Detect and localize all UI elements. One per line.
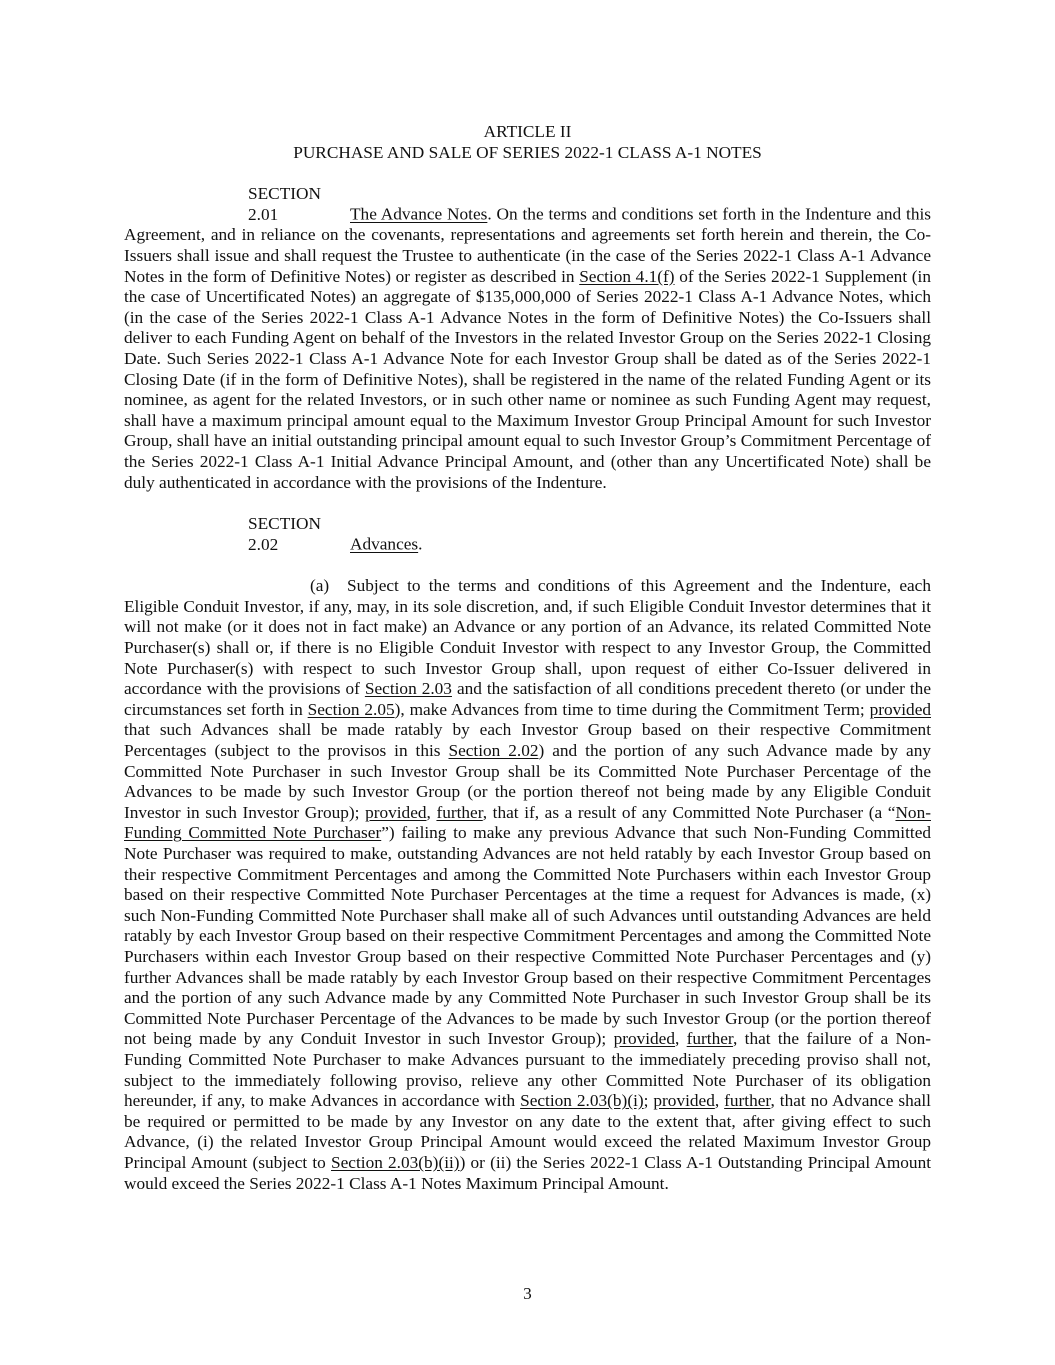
defined-term: further <box>436 802 483 822</box>
defined-term: further <box>686 1029 733 1049</box>
section-2-01-paragraph <box>124 184 931 493</box>
section-2-01-title: The Advance Notes <box>350 204 488 224</box>
defined-term: provided <box>613 1029 675 1049</box>
article-number: ARTICLE II <box>483 122 572 141</box>
defined-term: provided <box>365 802 427 822</box>
text-run: Subject to the terms and conditions of this Agreement and the Indenture, each Eligible Conduit Investor, if any, may, in its sole discretion, and, if such Eligible Conduit Investor determines that it will not make (or it does not in fact make) an Advance or any portion of an Advance, its related Committed Note Purchaser(s) shall or, if there is no Eligible Conduit Investor with respect to any Investor Group, the Committed Note Purchaser(s) with respect to such Investor Group shall, upon request of either Co-Issuer delivered in accordance with the provisions of <box>124 576 931 699</box>
text-run: , <box>675 1029 687 1049</box>
paragraph-a <box>124 576 931 1194</box>
text-run: , <box>426 802 437 822</box>
text-run: , that the failure of a Non-Funding Committed Note Purchaser to make Advances pursuant to the immediately preceding proviso shall not, subject to the immediately following proviso, relieve any other Committed Note Purchaser of its obligation hereunder, if any, to make Advances in accordance with <box>124 1029 931 1111</box>
section-2-02-label: SECTION 2.02 <box>248 514 321 554</box>
text-run: that such Advances shall be made ratably by each Investor Group based on their respective Commitment Percentages (subject to the provisos in this <box>124 720 931 761</box>
cross-reference: Section 2.03 <box>364 679 452 699</box>
cross-reference: Section 2.03(b)(ii) <box>331 1152 460 1172</box>
section-2-02-title-end: . <box>418 534 423 554</box>
spacer <box>124 493 931 514</box>
defined-term: provided <box>653 1091 715 1111</box>
defined-term: Non-Funding Committed Note Purchaser <box>124 802 931 843</box>
article-title: PURCHASE AND SALE OF SERIES 2022-1 CLASS A-1 NOTES <box>293 142 762 162</box>
text-run: , that no Advance shall be required or permitted to be made by any Investor on any date to the extent that, after giving effect to such Advance, (i) the related Investor Group Principal Amount would exceed the related Maximum Investor Group Principal Amount (subject to <box>124 1091 931 1172</box>
text-run: ) or (ii) the Series 2022-1 Class A-1 Outstanding Principal Amount would exceed the Series 2022-1 Class A-1 Notes Maximum Principal Amount. <box>124 1152 932 1193</box>
text-run: ) and the portion of any such Advance made by any Committed Note Purchaser in such Investor Group shall be its Committed Note Purchaser Percentage of the Advances to be made by such Investor Group (or the portion thereof not being made by any Eligible Conduit Investor in such Investor Group); <box>124 741 931 822</box>
text-run: ), make Advances from time to time during the Commitment Term; <box>394 699 870 719</box>
section-2-01-text-2: of the Series 2022-1 Supplement (in the case of Uncertificated Notes) an aggregate of $135,000,000 of Series 2022-1 Class A-1 Advance Notes, which (in the case of the Series 2022-1 Class A-1 Advance Notes in the form of Definitive Notes) the Co-Issuers shall deliver to each Funding Agent on behalf of the Investors in the related Investor Group on the Series 2022-1 Closing Date. Such Series 2022-1 Class A-1 Advance Note for each Investor Group shall be dated as of the Series 2022-1 Closing Date (if in the form of Definitive Notes), shall be registered in the name of the related Funding Agent or its nominee, as agent for the related Investors, or in such other name or nominee as such Funding Agent may request, shall have a maximum principal amount equal to the Maximum Investor Group Principal Amount for such Investor Group, shall have an initial outstanding principal amount equal to such Investor Group’s Commitment Percentage of the Series 2022-1 Class A-1 Initial Advance Principal Amount, and (other than any Uncertificated Note) shall be duly authenticated in accordance with the provisions of the Indenture. <box>124 266 931 492</box>
cross-reference: Section 2.03(b)(i) <box>520 1091 644 1111</box>
section-2-01-label: SECTION 2.01 <box>248 184 321 224</box>
section-2-01-text-1: . On the terms and conditions set forth in the Indenture and this Agreement, and in reliance on the covenants, representations and agreements set forth herein and therein, the Co-Issuers shall issue and shall request the Trustee to authenticate (in the case of the Series 2022-1 Class A-1 Advance Notes in the form of Definitive Notes) or register as described in <box>124 204 931 286</box>
text-run: ”) failing to make any previous Advance that such Non-Funding Committed Note Purchaser was required to make, outstanding Advances are not held ratably by each Investor Group based on their respective Commitment Percentages and among the Committed Note Purchasers within each Investor Group based on their respective Committed Note Purchaser Percentages at the time a request for Advances is made, (x) such Non-Funding Committed Note Purchaser shall make all of such Advances until outstanding Advances are held ratably by each Investor Group based on their respective Commitment Percentages and among the Committed Note Purchasers within each Investor Group based on their respective Committed Note Purchaser Percentages and (y) further Advances shall be made ratably by each Investor Group based on their respective Commitment Percentages and the portion of any such Advance made by any Committed Note Purchaser in such Investor Group shall be its Committed Note Purchaser Percentage of the Advances to be made by such Investor Group (or the portion thereof not being made by any Conduit Investor in such Investor Group); <box>124 823 932 1049</box>
text-run: , that if, as a result of any Committed Note Purchaser (a “ <box>482 802 896 822</box>
paragraph-a-marker: (a) <box>310 576 330 596</box>
cross-reference: Section 2.05 <box>307 699 395 719</box>
defined-term: provided <box>869 699 932 719</box>
article-heading <box>124 122 931 163</box>
cross-reference: Section 2.02 <box>448 741 539 761</box>
section-2-02-heading <box>124 514 931 555</box>
text-run: , <box>714 1091 725 1111</box>
text-run: ; <box>643 1091 654 1111</box>
page-number: 3 <box>523 1284 532 1303</box>
cross-reference: Section 4.1(f) <box>579 266 675 286</box>
spacer <box>124 555 931 576</box>
text-run: and the satisfaction of all conditions precedent thereto (or under the circumstances set forth in <box>124 679 931 719</box>
section-2-02-title: Advances <box>350 534 419 554</box>
defined-term: further <box>724 1091 771 1111</box>
